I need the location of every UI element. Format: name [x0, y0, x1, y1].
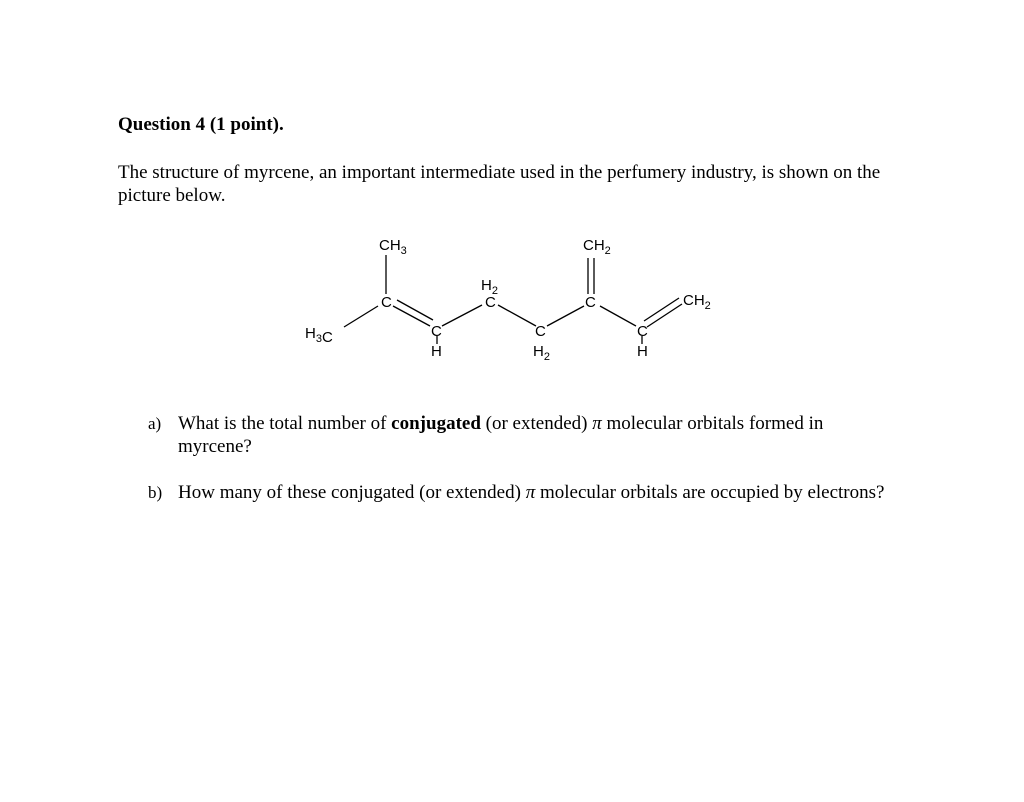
part-a-text-middle: (or extended) — [480, 413, 593, 434]
label-h3c: $H_3C$ — [305, 325, 333, 346]
label-h2-low2: $H_2$ — [533, 343, 550, 363]
bond-double-1b — [397, 300, 433, 320]
part-b-text — [178, 481, 898, 504]
label-ch2-top: $CH_2$ — [583, 237, 611, 257]
bond-h3c-c — [344, 306, 378, 327]
bond-c-ch — [600, 306, 636, 326]
pi-symbol: π — [592, 413, 602, 434]
part-a-text-before: What is the total number of — [178, 413, 392, 434]
part-a-label: a) — [148, 414, 162, 433]
bond-ch2-c — [547, 306, 584, 326]
part-a-bold: conjugated — [391, 413, 481, 434]
label-c-upper: C — [485, 294, 496, 311]
part-a-text — [178, 412, 898, 458]
label-c-mid-right: C — [585, 294, 596, 311]
part-b-label: b) — [148, 483, 163, 502]
pi-symbol: π — [525, 482, 536, 503]
bond-ch-ch2 — [442, 305, 482, 326]
bond-double-1a — [393, 306, 430, 326]
label-c-low2: C — [535, 323, 546, 340]
bond-ch2-ch2 — [498, 305, 536, 326]
label-c-low1: C — [431, 323, 442, 340]
label-h-low1: H — [431, 343, 442, 360]
part-b-text-before: How many of these conjugated (or extended) — [178, 482, 526, 503]
question-intro: The structure of myrcene, an important intermediate used in the perfumery industry, is shown on the picture below. — [118, 162, 881, 206]
label-h-low3: H — [637, 343, 648, 360]
part-a-text-after: molecular orbitals formed in myrcene? — [178, 413, 824, 457]
label-ch2-right: $CH_2$ — [683, 292, 711, 312]
label-ch3-top: $CH_3$ — [379, 237, 407, 257]
label-c-left: C — [381, 294, 392, 311]
part-b-text-after: molecular orbitals are occupied by electrons? — [535, 482, 885, 503]
label-c-low3: C — [637, 323, 648, 340]
question-title: Question 4 (1 point). — [118, 114, 284, 135]
bond-lines — [344, 255, 682, 344]
label-h2-upper: $H_2$ — [481, 277, 498, 297]
